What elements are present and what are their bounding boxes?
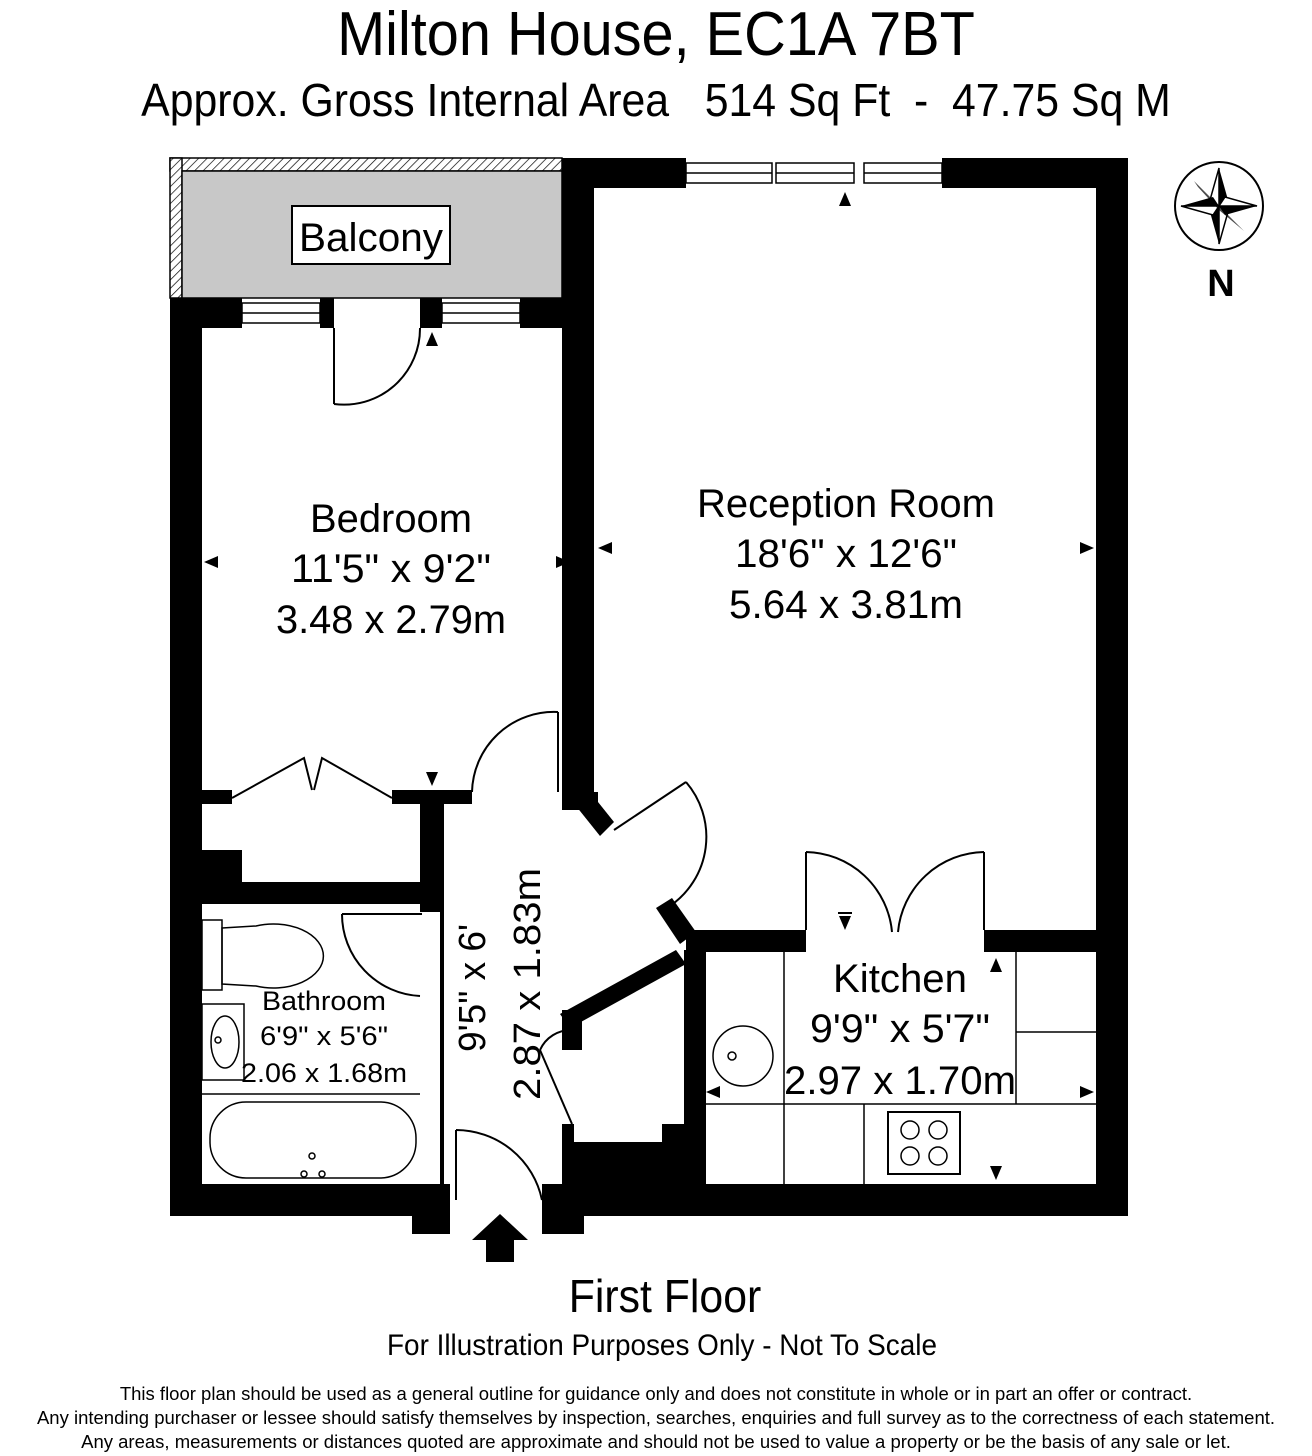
- reception-metric: 5.64 x 3.81m: [729, 583, 963, 627]
- illustration-note: For Illustration Purposes Only - Not To Scale: [387, 1329, 937, 1362]
- bathroom-labels: [241, 986, 407, 1088]
- hallway-imperial: 9'5" x 6': [452, 920, 494, 1052]
- disclaimer: [0, 1382, 1312, 1454]
- floor-name: First Floor: [568, 1270, 762, 1322]
- bedroom-imperial: 11'5" x 9'2": [291, 547, 491, 591]
- balcony-label: Balcony: [299, 216, 443, 260]
- kitchen-metric: 2.97 x 1.70m: [784, 1059, 1016, 1103]
- reception-imperial: 18'6" x 12'6": [735, 532, 957, 576]
- page-title: Milton House, EC1A 7BT: [337, 0, 975, 69]
- bedroom-name: Bedroom: [310, 497, 472, 541]
- area-summary: Approx. Gross Internal Area 514 Sq Ft - 47.75 Sq M: [141, 74, 1171, 126]
- disclaimer-line: Any areas, measurements or distances quoted are approximate and should not be used to value a property or be the basis of any sale or let.: [81, 1431, 1231, 1452]
- bedroom-labels: [276, 497, 506, 642]
- north-compass-icon: [1175, 162, 1263, 305]
- kitchen-name: Kitchen: [833, 957, 967, 1001]
- kitchen-imperial: 9'9" x 5'7": [810, 1007, 990, 1051]
- hallway-labels: [452, 868, 549, 1100]
- kitchen-labels: [784, 957, 1016, 1103]
- reception-name: Reception Room: [697, 482, 995, 526]
- bathroom-name: Bathroom: [262, 986, 386, 1016]
- reception-labels: [697, 482, 995, 627]
- entrance-arrow-icon: [472, 1214, 528, 1262]
- disclaimer-line: Any intending purchaser or lessee should satisfy themselves by inspection, searches, enquiries and full survey as to the correctness of each statement.: [36, 1407, 1276, 1428]
- balcony: [170, 158, 562, 298]
- bathroom-metric: 2.06 x 1.68m: [241, 1058, 407, 1088]
- hallway-metric: 2.87 x 1.83m: [507, 880, 549, 1100]
- north-label: N: [1207, 263, 1235, 305]
- bedroom-metric: 3.48 x 2.79m: [276, 598, 506, 642]
- disclaimer-line: This floor plan should be used as a general outline for guidance only and does not constitute in whole or in part an offer or contract.: [119, 1383, 1193, 1404]
- bathroom-imperial: 6'9" x 5'6": [260, 1021, 388, 1051]
